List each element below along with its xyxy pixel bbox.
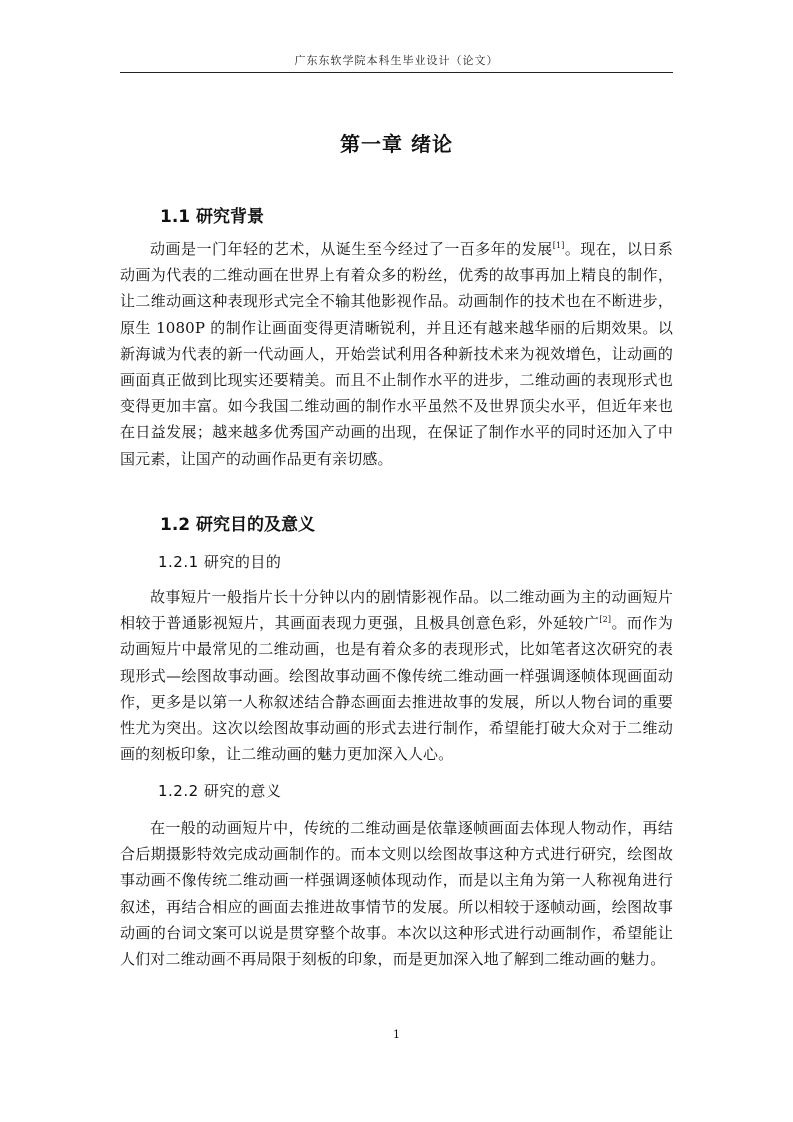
paragraph-research-purpose (120, 584, 673, 767)
paragraph-text: 动画是一门年轻的艺术，从诞生至今经过了一百多年的发展 (150, 240, 553, 258)
section-heading-1-2: 1.2 研究目的及意义 (160, 515, 316, 535)
subsection-heading-1-2-2: 1.2.2 研究的意义 (158, 782, 282, 800)
chapter-title: 第一章 绪论 (340, 132, 453, 156)
page-number: 1 (393, 1028, 400, 1041)
subsection-heading-1-2-1: 1.2.1 研究的目的 (158, 553, 282, 571)
paragraph-text: 。而作为动画短片中最常见的二维动画，也是有着众多的表现形式，比如笔者这次研究的表现形式—绘图故事动画。绘图故事动画不像传统二维动画一样强调逐帧体现画面动作，更多是以第一人称叙述结合静态画面去推进故事的发展，所以人物台词的重要性尤为突出。这次以绘图故事动画的形式去进行制作，希望能打破大众对于二维动画的刻板印象，让二维动画的魅力更加深入人心。 (120, 614, 673, 764)
paragraph-research-background (120, 236, 673, 472)
citation-1: [1] (552, 241, 565, 250)
running-header: 广东东软学院本科生毕业设计（论文） (294, 54, 499, 67)
citation-2: [2] (599, 615, 612, 625)
header-rule (120, 72, 673, 73)
section-heading-1-1: 1.1 研究背景 (160, 207, 265, 227)
paragraph-research-significance: 在一般的动画短片中，传统的二维动画是依靠逐帧画面去体现人物动作，再结合后期摄影特效完成动画制作的。而本文则以绘图故事这种方式进行研究，绘图故事动画不像传统二维动画一样强调逐帧体现动作，而是以主角为第一人称视角进行叙述，再结合相应的画面去推进故事情节的发展。所以相较于逐帧动画，绘图故事动画的台词文案可以说是贯穿整个故事。本次以这种形式进行动画制作，希望能让人们对二维动画不再局限于刻板的印象，而是更加深入地了解到二维动画的魅力。 (120, 819, 673, 969)
paragraph-text: 故事短片一般指片长十分钟以内的剧情影视作品。以二维动画为主的动画短片相较于普通影视短片，其画面表现力更强，且极具创意色彩，外延较广 (120, 588, 673, 633)
paragraph-text: 。现在，以日系动画为代表的二维动画在世界上有着众多的粉丝，优秀的故事再加上精良的制作，让二维动画这种表现形式完全不输其他影视作品。动画制作的技术也在不断进步，原生 1080P 的制作让画面变得更清晰锐利，并且还有越来越华丽的后期效果。以新海诚为代表的新一代动画人，开始尝试利用各种新技术来为视效增色，让动画的画面真正做到比现实还要精美。而且不止制作水平的进步，二维动画的表现形式也变得更加丰富。如今我国二维动画的制作水平虽然不及世界顶尖水平，但近年来也在日益发展；越来越多优秀国产动画的出现，在保证了制作水平的同时还加入了中国元素，让国产的动画作品更有亲切感。 (120, 240, 673, 468)
